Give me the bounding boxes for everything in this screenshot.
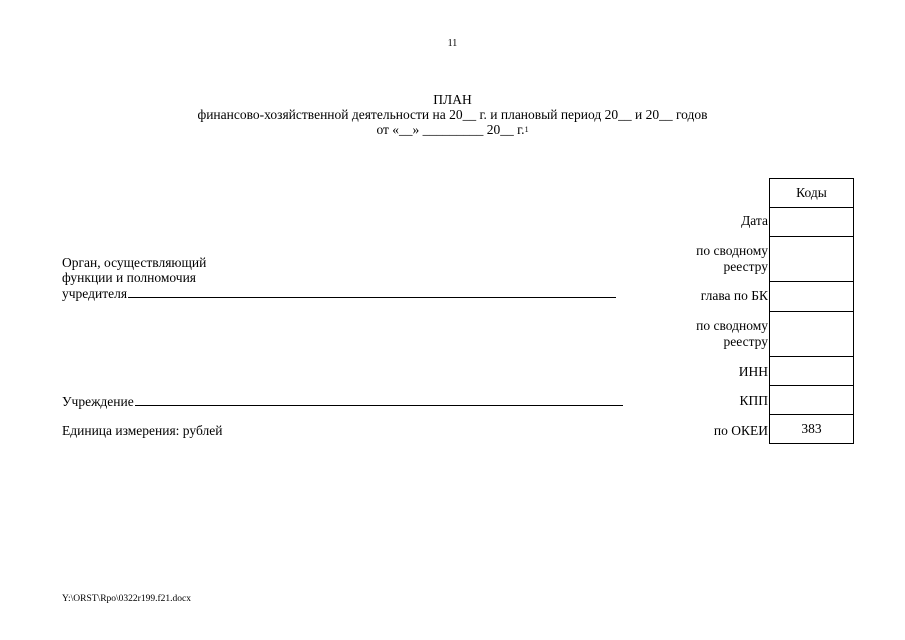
code-registry1-label <box>696 243 768 275</box>
code-chapter-label: глава по БК <box>700 288 768 303</box>
organ-label-line3: учредителя <box>62 286 128 301</box>
footnote-mark: 1 <box>524 125 529 134</box>
file-path-footer: Y:\ORST\Rpo\0322r199.f21.docx <box>62 594 191 604</box>
code-okei-label: по ОКЕИ <box>713 423 768 438</box>
codes-header: Коды <box>770 179 854 208</box>
page-number: 11 <box>447 38 458 49</box>
organ-label-line2: функции и полномочия <box>62 270 197 285</box>
institution-field <box>62 393 623 410</box>
code-registry2-label <box>696 318 768 350</box>
organ-fill-line[interactable] <box>128 285 616 298</box>
code-kpp-label: КПП <box>739 393 768 408</box>
date-line-text: от «__» _________ 20__ г. <box>376 122 525 137</box>
document-subtitle: финансово-хозяйственной деятельности на 20__ г. и плановый период 20__ и 20__ годов <box>197 107 708 122</box>
code-registry2-cell[interactable] <box>770 312 854 357</box>
organ-field <box>62 255 616 301</box>
document-date-line <box>0 122 905 139</box>
registry2-label-line2: реестру <box>723 334 768 349</box>
code-okei-cell[interactable]: 383 <box>770 415 854 444</box>
code-chapter-cell[interactable] <box>770 282 854 312</box>
institution-fill-line[interactable] <box>135 393 623 406</box>
document-header <box>0 92 905 139</box>
registry1-label-line1: по сводному <box>696 243 768 258</box>
codes-table <box>769 178 854 444</box>
unit-label: Единица измерения: рублей <box>62 423 223 438</box>
code-inn-label: ИНН <box>738 364 768 379</box>
document-title: ПЛАН <box>433 92 472 107</box>
code-date-cell[interactable] <box>770 208 854 237</box>
code-date-label: Дата <box>741 213 768 228</box>
code-registry1-cell[interactable] <box>770 237 854 282</box>
registry1-label-line2: реестру <box>723 259 768 274</box>
institution-label: Учреждение <box>62 394 134 409</box>
registry2-label-line1: по сводному <box>696 318 768 333</box>
organ-label-line1: Орган, осуществляющий <box>62 255 207 270</box>
code-kpp-cell[interactable] <box>770 386 854 415</box>
code-inn-cell[interactable] <box>770 357 854 386</box>
